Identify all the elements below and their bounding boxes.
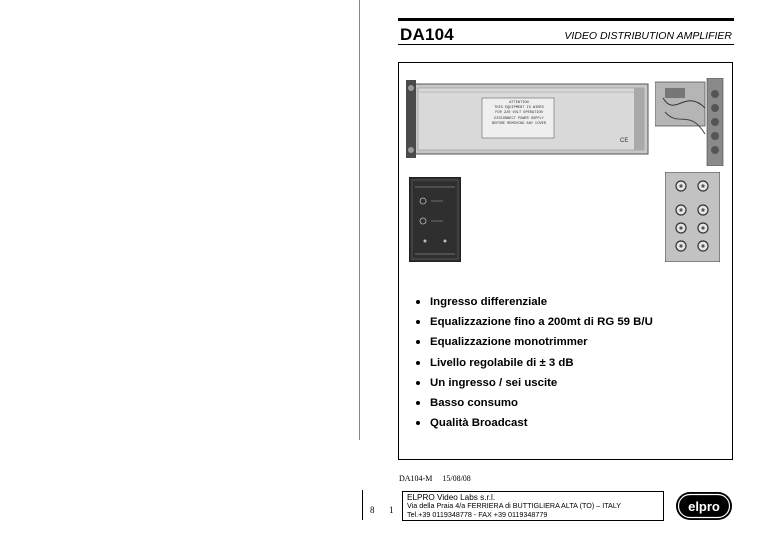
warning-label-line: FOR 220 VOLT OPERATION — [495, 111, 543, 116]
header-top-rule — [398, 18, 734, 21]
doc-reference — [399, 474, 471, 483]
warning-label-line: THIS EQUIPMENT IS WIRED — [494, 106, 544, 111]
bullet-icon — [416, 401, 420, 405]
warning-label-line: ATTENTION — [509, 101, 529, 105]
feature-list — [416, 292, 653, 433]
feature-item — [416, 373, 653, 393]
page-subtitle: VIDEO DISTRIBUTION AMPLIFIER — [564, 30, 732, 42]
header-rule — [398, 44, 734, 45]
feature-text: Basso consumo — [430, 397, 518, 410]
front-panel-photo — [409, 177, 461, 262]
margin-line-left — [359, 0, 360, 440]
page-number-right: 1 — [389, 505, 394, 515]
footer-address: Via della Praia 4/a FERRIERA di BUTTIGLIERA ALTA (TO) – ITALY — [407, 501, 622, 510]
feature-text: Equalizzazione fino a 200mt di RG 59 B/U — [430, 316, 653, 329]
footer-company: ELPRO Video Labs s.r.l. — [407, 493, 496, 502]
feature-item — [416, 312, 653, 332]
feature-item — [416, 413, 653, 433]
doc-date: 15/08/08 — [442, 474, 471, 483]
doc-code: DA104-M — [399, 474, 433, 483]
rear-panel-photo — [665, 172, 720, 262]
bullet-icon — [416, 300, 420, 304]
feature-text: Qualità Broadcast — [430, 417, 528, 430]
feature-item — [416, 393, 653, 413]
warning-label-line: DISCONNECT POWER SUPPLY — [494, 116, 544, 121]
footer-contact: Tel.+39 0119348778 - FAX +39 0119348779 — [407, 509, 548, 519]
feature-item — [416, 292, 653, 312]
feature-text: Livello regolabile di ± 3 dB — [430, 356, 574, 369]
feature-text: Ingresso differenziale — [430, 296, 548, 309]
bullet-icon — [416, 381, 420, 385]
margin-line-lower — [362, 490, 363, 520]
feature-text: Un ingresso / sei uscite — [430, 376, 558, 389]
bullet-icon — [416, 320, 420, 324]
footer-address-box — [402, 491, 664, 521]
warning-label-line: BEFORE REMOVING ANY COVER — [492, 121, 546, 126]
connector-bracket-photo — [655, 78, 727, 166]
page-title: DA104 — [400, 25, 454, 44]
warning-label — [484, 101, 554, 127]
feature-text: Equalizzazione monotrimmer — [430, 336, 588, 349]
feature-item — [416, 353, 653, 373]
bullet-icon — [416, 421, 420, 425]
bullet-icon — [416, 361, 420, 365]
page-number-left: 8 — [370, 505, 375, 515]
feature-item — [416, 332, 653, 352]
svg-text:CE: CE — [620, 138, 629, 144]
bullet-icon — [416, 340, 420, 344]
logo-text: elpro — [688, 499, 720, 514]
elpro-logo-icon — [675, 491, 733, 521]
